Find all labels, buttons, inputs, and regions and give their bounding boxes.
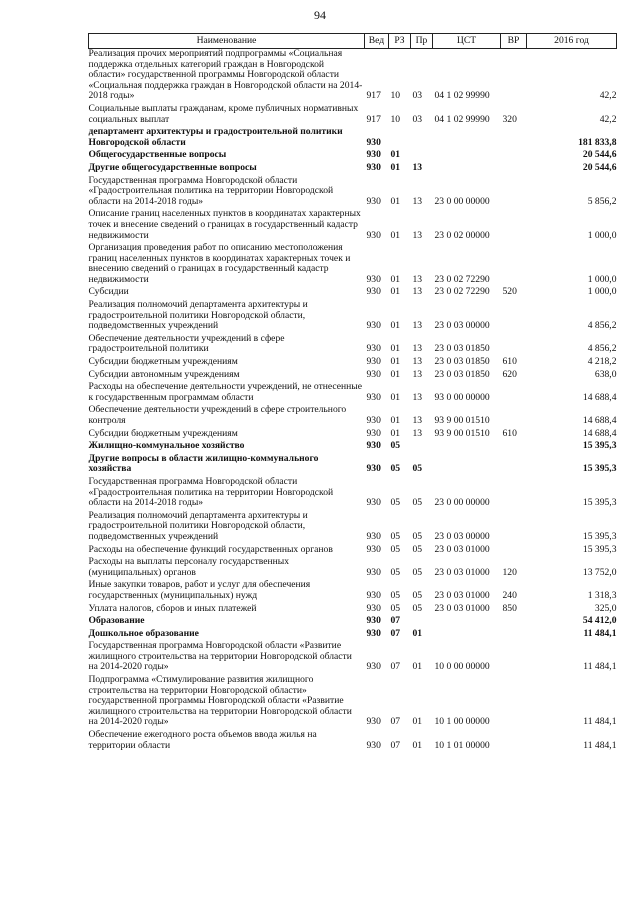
cell-sum: 15 395,3: [582, 440, 617, 452]
table-row: [89, 557, 617, 580]
table-row: [89, 357, 617, 370]
cell-sum: 325,0: [594, 602, 617, 614]
page-number: 94: [314, 8, 326, 22]
cell-vr: [501, 616, 527, 629]
cell-sum: 15 395,3: [582, 530, 617, 542]
cell-pr: 03: [412, 113, 423, 125]
cell-pr: 05: [412, 497, 423, 509]
cell-name: Субсидии бюджетным учреждениям: [88, 427, 238, 439]
cell-cst: 23 0 03 01000: [434, 589, 490, 601]
cell-cst: 10 1 01 00000: [434, 739, 490, 751]
cell-vr: [501, 730, 527, 753]
cell-name: департамент архитектуры и градостроительной политики Новгородской области: [88, 126, 343, 148]
cell-ved: 930: [366, 440, 381, 452]
cell-rz: 05: [390, 463, 401, 475]
cell-vr: 610: [502, 356, 517, 368]
cell-vr: [501, 441, 527, 454]
table-row: [89, 243, 617, 287]
cell-cst: 23 0 02 72290: [434, 286, 490, 298]
cell-sum: 1 000,0: [587, 286, 617, 298]
cell-sum: 638,0: [594, 368, 617, 380]
cell-rz: 05: [390, 602, 401, 614]
cell-name: Расходы на выплаты персоналу государственных (муниципальных) органов: [88, 556, 290, 578]
cell-vr: [501, 209, 527, 243]
cell-rz: 01: [390, 161, 401, 173]
cell-vr: [501, 176, 527, 210]
cell-ved: 930: [366, 543, 381, 555]
header-year: 2016 год: [527, 34, 617, 49]
cell-name: Уплата налогов, сборов и иных платежей: [88, 602, 257, 614]
table-row: [89, 163, 617, 176]
cell-name: Социальные выплаты гражданам, кроме публичных нормативных социальных выплат: [88, 102, 359, 125]
cell-ved: 930: [366, 497, 381, 509]
table-row: [89, 604, 617, 617]
cell-rz: 05: [390, 440, 401, 452]
cell-ved: 930: [366, 615, 381, 627]
cell-name: Подпрограмма «Стимулирование развития жилищного строительства на территории Новгородской области» государственной программы Новгородской области «Развитие жилищного строительства на территории Новгородской области на 2014-2020 годы»: [88, 674, 352, 728]
cell-sum: 20 544,6: [582, 161, 617, 173]
cell-rz: 01: [390, 415, 401, 426]
cell-rz: 01: [390, 273, 401, 285]
header-ved: Вед: [365, 34, 389, 49]
cell-ved: 930: [366, 320, 381, 332]
cell-cst: [433, 616, 501, 629]
cell-sum: 42,2: [599, 113, 617, 125]
cell-sum: 15 395,3: [582, 543, 617, 555]
table-row: [89, 104, 617, 127]
cell-pr: [411, 441, 433, 454]
table-row: [89, 127, 617, 150]
cell-pr: 13: [412, 161, 423, 173]
cell-name: Расходы на обеспечение деятельности учреждений, не отнесенные к государственным программам области: [88, 381, 363, 403]
cell-vr: 320: [502, 113, 517, 125]
cell-cst: 23 0 03 01000: [434, 543, 490, 555]
cell-rz: 05: [390, 589, 401, 601]
cell-vr: 850: [502, 602, 517, 614]
cell-pr: 13: [412, 320, 423, 332]
table-row: [89, 580, 617, 603]
cell-rz: 01: [390, 320, 401, 332]
cell-name: Жилищно-коммунальное хозяйство: [88, 440, 245, 452]
cell-vr: [501, 454, 527, 477]
cell-pr: 13: [412, 286, 423, 298]
cell-pr: 01: [412, 627, 423, 639]
header-vr: ВР: [501, 34, 527, 49]
cell-rz: 01: [390, 149, 401, 161]
cell-pr: 13: [412, 391, 423, 403]
cell-cst: 93 9 00 01510: [434, 415, 490, 426]
cell-pr: 13: [412, 415, 423, 426]
cell-vr: [501, 163, 527, 176]
cell-ved: 930: [366, 602, 381, 614]
cell-cst: [433, 150, 501, 163]
cell-name: Обеспечение деятельности учреждений в сфере градостроительной политики: [88, 332, 285, 355]
table-row: [89, 176, 617, 210]
cell-rz: 01: [390, 368, 401, 380]
table-row: [89, 730, 617, 753]
cell-cst: 23 0 03 00000: [434, 320, 490, 332]
cell-name: Другие вопросы в области жилищно-коммунального хозяйства: [88, 452, 319, 475]
cell-ved: 930: [366, 356, 381, 368]
cell-vr: [501, 477, 527, 511]
cell-rz: 01: [390, 286, 401, 298]
cell-ved: 930: [366, 391, 381, 403]
table-row: [89, 405, 617, 428]
cell-pr: 05: [412, 602, 423, 614]
cell-ved: 930: [366, 566, 381, 578]
cell-pr: 03: [412, 90, 423, 102]
table-row: [89, 334, 617, 357]
cell-rz: [389, 127, 411, 150]
table-row: [89, 641, 617, 675]
cell-cst: 93 0 00 00000: [434, 391, 490, 403]
cell-ved: 930: [366, 463, 381, 475]
cell-cst: 23 0 03 01850: [434, 343, 490, 355]
cell-ved: 930: [366, 716, 381, 728]
cell-sum: 1 000,0: [587, 229, 617, 241]
cell-cst: [433, 163, 501, 176]
cell-rz: 07: [390, 661, 401, 673]
cell-rz: 07: [390, 627, 401, 639]
header-name: Наименование: [89, 34, 365, 49]
cell-cst: 23 0 03 01850: [434, 368, 490, 380]
table-header: [89, 34, 617, 49]
cell-sum: 15 395,3: [582, 497, 617, 509]
table-row: [89, 477, 617, 511]
cell-name: Организация проведения работ по описанию местоположения границ населенных пунктов в координатах характерных точек и внесению сведений о границах в государственный кадастр недвижимости: [88, 242, 351, 285]
cell-sum: 15 395,3: [582, 463, 617, 475]
cell-vr: 620: [502, 368, 517, 380]
cell-ved: 930: [366, 530, 381, 542]
table-row: [89, 511, 617, 545]
cell-vr: 240: [502, 589, 517, 601]
cell-pr: 05: [412, 463, 423, 475]
cell-vr: 610: [502, 427, 517, 439]
cell-cst: 23 0 03 01850: [434, 356, 490, 368]
cell-ved: 930: [366, 427, 381, 439]
cell-rz: 10: [390, 113, 401, 125]
cell-cst: [433, 629, 501, 642]
cell-cst: 23 0 03 00000: [434, 530, 490, 542]
cell-sum: 4 856,2: [587, 320, 617, 332]
cell-ved: 930: [366, 739, 381, 751]
cell-name: Государственная программа Новгородской области «Градостроительная политика на территории Новгородской области на 2014-2018 годы»: [88, 174, 334, 207]
cell-rz: 01: [390, 427, 401, 439]
cell-name: Другие общегосударственные вопросы: [88, 161, 257, 173]
cell-sum: 1 000,0: [587, 273, 617, 285]
table-row: [89, 616, 617, 629]
cell-pr: 05: [412, 543, 423, 555]
header-rz: РЗ: [389, 34, 411, 49]
cell-name: Обеспечение деятельности учреждений в сфере строительного контроля: [88, 404, 347, 426]
cell-ved: 930: [366, 415, 381, 426]
cell-rz: 07: [390, 739, 401, 751]
cell-name: Реализация полномочий департамента архитектуры и градостроительной политики Новгородской области, подведомственных учреждений: [88, 299, 308, 332]
cell-pr: 13: [412, 229, 423, 241]
header-pr: Пр: [411, 34, 433, 49]
cell-ved: 930: [366, 149, 381, 161]
table-row: [89, 300, 617, 334]
cell-ved: 930: [366, 589, 381, 601]
cell-name: Расходы на обеспечение функций государственных органов: [88, 543, 333, 555]
cell-rz: 07: [390, 615, 401, 627]
cell-pr: [411, 127, 433, 150]
cell-cst: 23 0 00 00000: [434, 497, 490, 509]
cell-rz: 05: [390, 543, 401, 555]
table-row: [89, 441, 617, 454]
cell-rz: 05: [390, 566, 401, 578]
cell-cst: 23 0 03 01000: [434, 566, 490, 578]
cell-ved: 930: [366, 195, 381, 207]
cell-ved: 930: [366, 136, 381, 148]
cell-pr: [411, 616, 433, 629]
cell-pr: 13: [412, 368, 423, 380]
cell-vr: [501, 49, 527, 104]
cell-sum: 54 412,0: [582, 615, 617, 627]
cell-sum: 181 833,8: [578, 136, 617, 148]
header-cst: ЦСТ: [433, 34, 501, 49]
cell-vr: [501, 405, 527, 428]
cell-sum: 4 856,2: [587, 343, 617, 355]
cell-name: Субсидии: [88, 286, 129, 298]
cell-pr: 01: [412, 661, 423, 673]
cell-name: Субсидии бюджетным учреждениям: [88, 356, 238, 368]
cell-cst: 10 0 00 00000: [434, 661, 490, 673]
cell-ved: 917: [366, 113, 381, 125]
cell-pr: 05: [412, 530, 423, 542]
cell-pr: 05: [412, 589, 423, 601]
cell-sum: 20 544,6: [582, 149, 617, 161]
cell-sum: 11 484,1: [583, 739, 617, 751]
cell-vr: [501, 243, 527, 287]
cell-vr: 120: [502, 566, 517, 578]
cell-pr: 05: [412, 566, 423, 578]
cell-vr: 520: [502, 286, 517, 298]
cell-ved: 930: [366, 661, 381, 673]
cell-vr: [501, 382, 527, 405]
cell-sum: 1 318,3: [587, 589, 617, 601]
cell-rz: 07: [390, 716, 401, 728]
table-row: [89, 675, 617, 730]
cell-vr: [501, 641, 527, 675]
cell-name: Иные закупки товаров, работ и услуг для обеспечения государственных (муниципальных) нужд: [88, 579, 311, 601]
cell-rz: 05: [390, 497, 401, 509]
cell-name: Реализация прочих мероприятий подпрограммы «Социальная поддержка отдельных категорий граждан в Новгородской области» государственной программы Новгородской области «Социальная поддержка граждан в Новгородской области на 2014-2018 годы»: [88, 48, 363, 102]
cell-vr: [501, 300, 527, 334]
cell-rz: 01: [390, 195, 401, 207]
cell-name: Реализация полномочий департамента архитектуры и градостроительной политики Новгородской области, подведомственных учреждений: [88, 509, 308, 542]
cell-vr: [501, 675, 527, 730]
cell-sum: 42,2: [599, 90, 617, 102]
table-row: [89, 49, 617, 104]
budget-table: [88, 33, 617, 753]
cell-sum: 14 688,4: [582, 427, 617, 439]
cell-sum: 14 688,4: [582, 415, 617, 426]
cell-ved: 930: [366, 368, 381, 380]
cell-pr: 01: [412, 739, 423, 751]
table-row: [89, 382, 617, 405]
cell-ved: 917: [366, 90, 381, 102]
cell-name: Общегосударственные вопросы: [88, 149, 227, 161]
cell-vr: [501, 511, 527, 545]
cell-ved: 930: [366, 343, 381, 355]
cell-name: Описание границ населенных пунктов в координатах характерных точек и внесение сведений о границах в государственный кадастр недвижимости: [88, 208, 361, 241]
table-row: [89, 454, 617, 477]
cell-ved: 930: [366, 273, 381, 285]
table-row: [89, 209, 617, 243]
cell-cst: 04 1 02 99990: [434, 90, 490, 102]
cell-sum: 5 856,2: [587, 195, 617, 207]
cell-pr: 13: [412, 356, 423, 368]
cell-rz: 01: [390, 356, 401, 368]
cell-rz: 01: [390, 343, 401, 355]
cell-sum: 14 688,4: [582, 391, 617, 403]
cell-pr: 13: [412, 273, 423, 285]
cell-cst: 04 1 02 99990: [434, 113, 490, 125]
cell-ved: 930: [366, 286, 381, 298]
cell-sum: 13 752,0: [582, 566, 617, 578]
cell-rz: 01: [390, 391, 401, 403]
cell-name: Образование: [88, 615, 145, 627]
cell-name: Дошкольное образование: [88, 627, 199, 639]
cell-ved: 930: [366, 229, 381, 241]
cell-vr: [501, 150, 527, 163]
cell-pr: 13: [412, 427, 423, 439]
table-body: [89, 49, 617, 754]
cell-vr: [501, 629, 527, 642]
cell-cst: 23 0 02 00000: [434, 229, 490, 241]
cell-cst: 10 1 00 00000: [434, 716, 490, 728]
cell-vr: [501, 334, 527, 357]
cell-vr: [501, 545, 527, 558]
cell-ved: 930: [366, 627, 381, 639]
cell-name: Государственная программа Новгородской области «Градостроительная политика на территории Новгородской области на 2014-2018 годы»: [88, 475, 334, 509]
cell-rz: 05: [390, 530, 401, 542]
cell-pr: 01: [412, 716, 423, 728]
cell-cst: 93 9 00 01510: [434, 427, 490, 439]
cell-pr: 13: [412, 195, 423, 207]
cell-vr: [501, 127, 527, 150]
cell-name: Государственная программа Новгородской области «Развитие жилищного строительства на территории Новгородской области на 2014-2020 годы»: [88, 640, 352, 673]
cell-cst: [433, 441, 501, 454]
cell-ved: 930: [366, 161, 381, 173]
cell-cst: [433, 127, 501, 150]
cell-cst: [433, 454, 501, 477]
cell-cst: 23 0 03 01000: [434, 602, 490, 614]
cell-rz: 01: [390, 229, 401, 241]
cell-cst: 23 0 00 00000: [434, 195, 490, 207]
cell-sum: 11 484,1: [583, 716, 617, 728]
cell-name: Субсидии автономным учреждениям: [88, 368, 240, 380]
cell-sum: 11 484,1: [583, 661, 617, 673]
cell-rz: 10: [390, 90, 401, 102]
cell-cst: 23 0 02 72290: [434, 273, 490, 285]
cell-sum: 11 484,1: [583, 627, 617, 639]
cell-pr: 13: [412, 343, 423, 355]
cell-name: Обеспечение ежегодного роста объемов ввода жилья на территории области: [88, 729, 317, 751]
cell-sum: 4 218,2: [587, 356, 617, 368]
